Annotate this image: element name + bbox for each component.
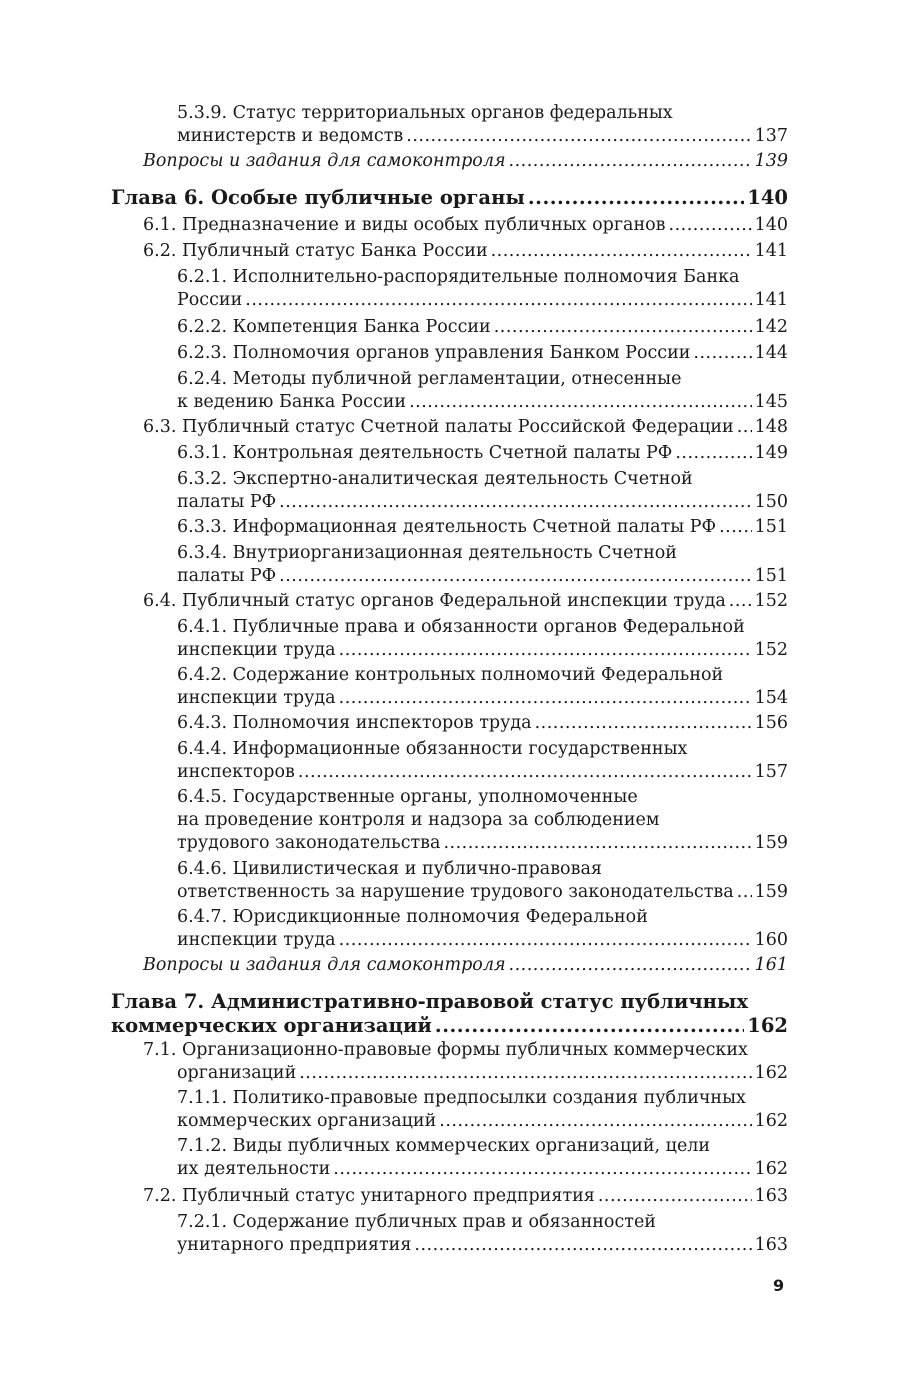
toc-page-number: 154 [754,688,788,708]
toc-entry [177,1087,788,1133]
toc-entry-title: 7.2. Публичный статус унитарного предприятия [143,1186,595,1206]
toc-entry [177,712,788,735]
toc-page-number: 152 [754,591,788,611]
dot-leader [333,1158,751,1181]
dot-leader [509,954,752,977]
toc-page-number: 159 [754,882,788,902]
toc-page-number: 163 [754,1235,788,1255]
toc-page-number: 162 [754,1159,788,1179]
toc-entry-title-line: 7.1.2. Виды публичных коммерческих организаций, цели [177,1136,711,1156]
toc-entry-title: 6.4.3. Полномочия инспекторов труда [177,713,532,733]
toc-page-number: 162 [754,1111,788,1131]
toc-entry [143,150,788,173]
toc-entry-title: России [177,290,243,310]
dot-leader [719,516,752,539]
toc-page-number: 144 [754,343,788,363]
toc-page-number: 162 [747,1014,788,1037]
toc-entry-title-line: 7.1. Организационно-правовые формы публичных коммерческих [143,1040,748,1060]
toc-entry-title: 6.2.2. Компетенция Банка России [177,317,491,337]
toc-page-number: 162 [754,1063,788,1083]
dot-leader [406,125,751,148]
toc-entry-title: палаты РФ [177,566,277,586]
toc-entry-title-line: на проведение контроля и надзора за соблюдением [177,810,660,830]
toc-entry-title-line: 7.1.1. Политико-правовые предпосылки создания публичных [177,1088,746,1108]
toc-page-number: 159 [754,833,788,853]
toc-entry [177,858,788,904]
toc-page-number: 145 [754,392,788,412]
toc-page-number: 137 [754,126,788,146]
dot-leader [298,761,752,784]
toc-entry-title: 6.3.3. Информационная деятельность Счетной палаты РФ [177,517,717,537]
dot-leader [339,639,752,662]
dot-leader [693,342,751,365]
dot-leader [299,1062,751,1085]
dot-leader [535,712,752,735]
dot-leader [339,929,752,952]
toc-entry-title: коммерческих организаций [111,1014,432,1037]
toc-entry-title: 6.2.3. Полномочия органов управления Банком России [177,343,691,363]
toc-entry-title-line: 6.4.1. Публичные права и обязанности органов Федеральной [177,617,745,637]
toc-entry [177,266,788,312]
toc-entry-title: трудового законодательства [177,833,441,853]
toc-entry [177,1211,788,1257]
dot-leader [443,832,751,855]
toc-entry-title-line: 6.4.4. Информационные обязанности государственных [177,739,688,759]
toc-entry [177,1135,788,1181]
toc-page-number: 139 [754,151,788,171]
toc-entry-title: Вопросы и задания для самоконтроля [143,151,506,171]
toc-entry-title: Глава 6. Особые публичные органы [111,186,525,209]
dot-leader [509,150,752,173]
dot-leader [245,289,751,312]
toc-entry [177,542,788,588]
dot-leader [737,881,752,904]
toc-page-number: 163 [754,1186,788,1206]
toc-entry [177,664,788,710]
toc-entry [143,416,788,439]
toc-page-number: 152 [754,640,788,660]
dot-leader [279,491,751,514]
toc-entry [143,214,788,237]
toc-entry-title: унитарного предприятия [177,1235,412,1255]
dot-leader [494,316,752,339]
toc-entry-title-line: 7.2.1. Содержание публичных прав и обязанностей [177,1212,656,1232]
toc-entry-title: 6.1. Предназначение и виды особых публичных органов [143,215,666,235]
toc-entry-title-line: 5.3.9. Статус территориальных органов федеральных [177,103,673,123]
page-number: 9 [773,1276,785,1295]
toc-entry [177,616,788,662]
toc-entry-title-line: 6.4.6. Цивилистическая и публично-правовая [177,859,602,879]
toc-page-number: 151 [754,517,788,537]
toc-entry [143,1039,788,1085]
toc-entry-title: 6.3. Публичный статус Счетной палаты Российской Федерации [143,417,734,437]
toc-entry-title-line: 6.4.2. Содержание контрольных полномочий Федеральной [177,665,724,685]
toc-entry [177,342,788,365]
dot-leader [279,565,751,588]
toc-page-number: 150 [754,492,788,512]
toc-entry [177,442,788,465]
toc-entry [143,954,788,977]
toc-page-number: 141 [754,290,788,310]
toc-page-number: 149 [754,443,788,463]
dot-leader [737,416,752,439]
dot-leader [675,442,751,465]
toc-page-number: 142 [754,317,788,337]
toc-page-number: 161 [754,955,788,975]
toc-entry-title-line: 6.4.7. Юрисдикционные полномочия Федеральной [177,907,648,927]
toc-entry-title: коммерческих организаций [177,1111,437,1131]
dot-leader [669,214,752,237]
toc-entry-title-line: 6.3.2. Экспертно-аналитическая деятельность Счетной [177,469,693,489]
toc-entry [177,468,788,514]
toc-entry-title-line: 6.4.5. Государственные органы, уполномоченные [177,787,638,807]
toc-entry-title: 6.2. Публичный статус Банка России [143,241,488,261]
toc-entry-title-line: Глава 7. Административно-правовой статус публичных [111,990,749,1013]
toc-entry [143,590,788,613]
toc-entry-title-line: 6.2.4. Методы публичной регламентации, отнесенные [177,369,682,389]
toc-entry [177,316,788,339]
toc-entry-title: министерств и ведомств [177,126,404,146]
toc-chapter-entry [111,990,788,1038]
toc-entry [177,786,788,855]
toc-entry [177,906,788,952]
toc-entry [177,368,788,414]
toc-entry-title: инспекторов [177,762,295,782]
toc-chapter-entry [111,186,788,210]
toc-page-number: 140 [754,215,788,235]
toc-entry-title: Вопросы и задания для самоконтроля [143,955,506,975]
toc-entry [177,102,788,148]
dot-leader [729,590,752,613]
toc-entry-title: инспекции труда [177,688,336,708]
toc-entry [177,516,788,539]
toc-page-number: 151 [754,566,788,586]
toc-entry-title: палаты РФ [177,492,277,512]
dot-leader [491,240,752,263]
toc-page-number: 156 [754,713,788,733]
toc-page-number: 160 [754,930,788,950]
dot-leader [339,687,752,710]
dot-leader [439,1110,751,1133]
dot-leader [414,1234,751,1257]
toc-entry-title: их деятельности [177,1159,331,1179]
toc-entry-title: ответственность за нарушение трудового законодательства [177,882,734,902]
dot-leader [598,1185,752,1208]
toc-entry-title-line: 6.2.1. Исполнительно-распорядительные полномочия Банка [177,267,740,287]
toc-entry-title: инспекции труда [177,640,336,660]
toc-entry-title: инспекции труда [177,930,336,950]
dot-leader [435,1014,744,1038]
toc-entry-title-line: 6.3.4. Внутриорганизационная деятельность Счетной [177,543,677,563]
toc-entry [177,738,788,784]
toc-entry [143,240,788,263]
dot-leader [409,391,751,414]
toc-page-number: 157 [754,762,788,782]
toc-page-number: 148 [754,417,788,437]
toc-entry-title: 6.4. Публичный статус органов Федеральной инспекции труда [143,591,726,611]
toc-page-number: 141 [754,241,788,261]
toc-entry-title: организаций [177,1063,297,1083]
dot-leader [528,186,744,210]
toc-entry [143,1185,788,1208]
toc-entry-title: к ведению Банка России [177,392,407,412]
toc-entry-title: 6.3.1. Контрольная деятельность Счетной палаты РФ [177,443,673,463]
toc-page-number: 140 [747,186,788,209]
